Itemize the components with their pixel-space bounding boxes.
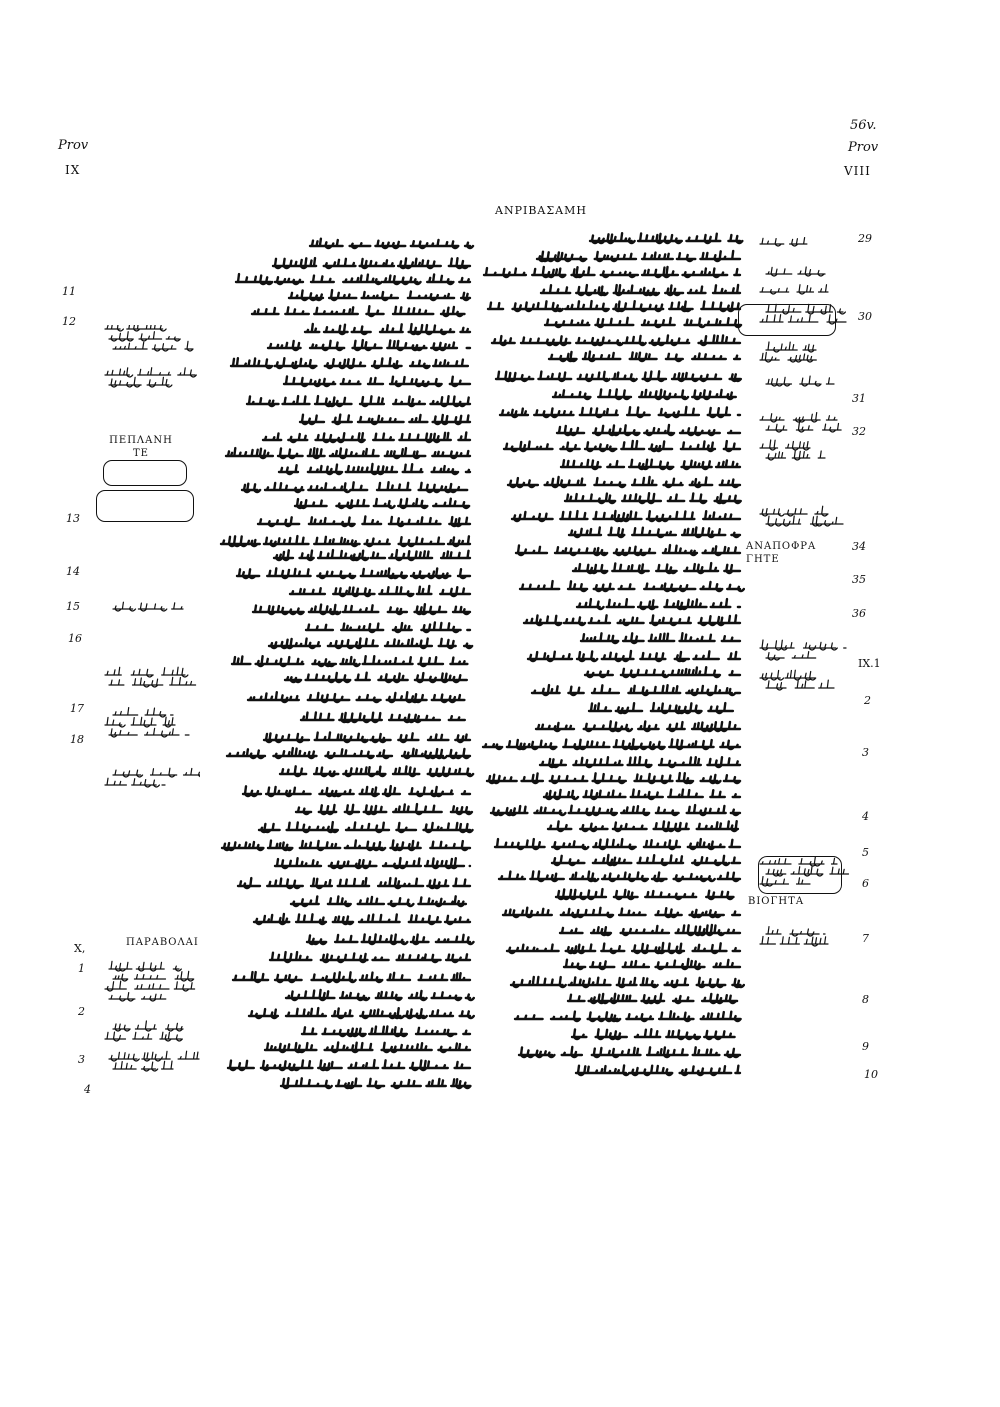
script-line — [109, 332, 180, 341]
verse-number: 8 — [862, 993, 869, 1006]
script-line — [760, 353, 816, 363]
verse-number: 2 — [864, 694, 871, 707]
script-line — [113, 708, 173, 717]
script-line — [589, 703, 733, 713]
script-line — [105, 368, 196, 377]
script-line — [295, 499, 469, 508]
script-line — [279, 464, 470, 474]
greek-margin-note: ΒΙΟΓΗΤΑ — [748, 896, 805, 907]
right-margin-annotations — [740, 230, 850, 950]
script-line — [301, 713, 465, 723]
script-line — [552, 855, 740, 865]
script-line — [585, 667, 740, 677]
verse-number: 3 — [78, 1053, 85, 1066]
script-line — [760, 506, 828, 516]
greek-margin-note: ΠΕΠΛΑΝΗ ΤΕ — [109, 435, 173, 459]
script-line — [537, 251, 740, 261]
script-line — [227, 748, 470, 758]
script-line — [483, 739, 740, 749]
script-line — [516, 545, 740, 555]
left-book-label: Prov — [58, 138, 89, 153]
script-line — [548, 821, 738, 831]
script-line — [252, 306, 465, 316]
script-line — [105, 981, 195, 991]
script-line — [590, 233, 742, 243]
script-line — [581, 633, 740, 643]
script-line — [760, 640, 846, 650]
script-line — [766, 927, 825, 936]
script-line — [515, 1011, 741, 1021]
verse-number: 1 — [78, 962, 85, 975]
script-line — [105, 325, 166, 331]
verse-number: 13 — [66, 512, 80, 525]
script-line — [565, 493, 741, 503]
script-line — [492, 335, 740, 345]
script-line — [300, 415, 470, 424]
verse-number: 34 — [852, 540, 866, 553]
verse-number: 11 — [62, 285, 76, 298]
script-line — [488, 301, 740, 311]
script-line — [503, 908, 740, 917]
script-line — [544, 790, 740, 799]
verse-number: 5 — [862, 846, 869, 859]
script-line — [766, 516, 843, 526]
script-line — [113, 602, 183, 611]
verse-number: 4 — [84, 1083, 91, 1096]
script-line — [249, 1008, 474, 1018]
script-line — [273, 258, 470, 268]
script-line — [286, 990, 474, 1000]
script-line — [264, 733, 470, 743]
script-line — [519, 1047, 740, 1057]
script-line — [221, 536, 470, 546]
script-line — [760, 670, 816, 680]
script-line — [760, 413, 837, 422]
script-line — [310, 239, 473, 248]
right-book-label: Prov — [848, 140, 879, 155]
verse-number: 9 — [862, 1040, 869, 1053]
script-line — [760, 285, 828, 294]
script-line — [766, 867, 849, 877]
script-line — [109, 677, 196, 687]
script-line — [496, 371, 741, 381]
script-line — [487, 773, 740, 783]
greek-margin-note: ΠΑΡΑΒΟΛΑΙ — [126, 937, 199, 948]
script-line — [532, 685, 740, 695]
verse-number: 17 — [70, 702, 84, 715]
script-line — [766, 376, 834, 386]
left-script-column — [195, 230, 475, 1100]
verse-number: 18 — [70, 733, 84, 746]
script-line — [568, 994, 737, 1003]
folio-number: 56v. — [850, 118, 877, 133]
verse-number: 7 — [862, 932, 869, 945]
left-chapter-label: IX — [65, 163, 81, 177]
left-margin-annotations — [95, 325, 200, 1105]
script-line — [109, 377, 172, 387]
script-line — [760, 857, 837, 866]
script-line — [541, 285, 740, 295]
script-line — [576, 1066, 740, 1076]
script-line — [495, 839, 740, 849]
script-line — [302, 1027, 470, 1037]
script-line — [766, 450, 825, 460]
script-line — [236, 274, 470, 284]
verse-number: 2 — [78, 1005, 85, 1018]
script-line — [232, 656, 467, 666]
script-line — [254, 914, 470, 924]
script-line — [766, 267, 825, 276]
script-line — [572, 1029, 735, 1039]
script-line — [561, 460, 740, 469]
script-line — [528, 651, 740, 661]
script-line — [291, 896, 466, 906]
verse-number: 15 — [66, 600, 80, 613]
script-line — [499, 872, 740, 882]
script-line — [766, 304, 845, 314]
script-line — [760, 238, 807, 246]
script-line — [760, 315, 846, 324]
script-line — [760, 440, 810, 450]
script-line — [265, 1043, 470, 1053]
script-line — [238, 878, 470, 888]
script-line — [307, 935, 474, 945]
script-line — [109, 1051, 199, 1061]
script-line — [508, 477, 740, 487]
script-line — [305, 324, 470, 334]
script-line — [274, 550, 470, 560]
script-line — [766, 652, 816, 660]
verse-number: 4 — [862, 810, 869, 823]
script-line — [270, 952, 470, 962]
greek-heading: ΑΝΡΙΒΑΣΑΜΗ — [495, 204, 587, 217]
script-line — [242, 482, 467, 492]
script-line — [511, 977, 744, 987]
verse-number: 30 — [858, 310, 872, 323]
script-line — [557, 425, 740, 435]
script-line — [549, 352, 740, 361]
verse-number: 36 — [852, 607, 866, 620]
script-line — [113, 768, 200, 777]
script-line — [760, 937, 828, 947]
script-line — [564, 959, 740, 969]
script-line — [237, 568, 470, 578]
script-line — [268, 340, 470, 350]
verse-number: 32 — [852, 425, 866, 438]
script-line — [105, 717, 175, 727]
script-line — [577, 599, 740, 609]
script-line — [569, 528, 740, 538]
script-line — [105, 778, 165, 787]
script-line — [231, 358, 468, 368]
script-line — [105, 667, 188, 677]
script-line — [259, 822, 473, 832]
script-line — [766, 342, 816, 352]
script-line — [233, 972, 470, 982]
script-line — [253, 604, 470, 614]
script-line — [243, 786, 470, 796]
script-line — [573, 563, 740, 573]
verse-number: 16 — [68, 632, 82, 645]
script-line — [222, 840, 470, 850]
script-line — [281, 1078, 470, 1088]
script-line — [540, 757, 740, 767]
script-line — [275, 858, 470, 868]
script-line — [109, 961, 181, 971]
script-line — [105, 1032, 182, 1041]
script-line — [296, 804, 472, 814]
script-line — [228, 1060, 470, 1070]
script-line — [113, 341, 193, 351]
script-line — [269, 639, 472, 649]
script-line — [280, 766, 473, 776]
verse-number: 6 — [862, 877, 869, 890]
script-line — [290, 586, 470, 596]
verse-number: 14 — [66, 565, 80, 578]
script-line — [553, 389, 736, 399]
script-line — [247, 396, 470, 406]
script-line — [226, 448, 470, 458]
script-line — [766, 423, 850, 433]
verse-number: 31 — [852, 392, 866, 405]
greek-margin-note: ΑΝΑΠΟΦΡΑ ΓΗΤΕ — [746, 541, 817, 565]
script-line — [512, 511, 740, 521]
script-line — [507, 943, 740, 953]
verse-number: 35 — [852, 573, 866, 586]
chapter-number: X, — [74, 942, 86, 955]
script-line — [284, 377, 470, 387]
script-line — [285, 673, 467, 682]
verse-number: 10 — [864, 1068, 878, 1081]
script-line — [491, 805, 740, 815]
script-line — [263, 433, 470, 443]
script-line — [524, 615, 740, 625]
script-line — [504, 441, 740, 451]
script-line — [248, 692, 464, 702]
script-line — [109, 993, 166, 1001]
script-line — [500, 407, 740, 417]
script-line — [113, 1021, 183, 1031]
verse-number: 29 — [858, 232, 872, 245]
script-line — [113, 1061, 173, 1071]
verse-number: 3 — [862, 746, 869, 759]
script-line — [289, 290, 470, 300]
chapter-number: IX.1 — [858, 657, 881, 670]
verse-number: 12 — [62, 315, 76, 328]
script-line — [536, 721, 740, 731]
script-line — [109, 728, 189, 737]
script-line — [766, 680, 834, 690]
right-script-column — [480, 225, 745, 1095]
script-line — [556, 889, 734, 899]
script-line — [484, 267, 740, 277]
script-line — [545, 318, 741, 327]
script-line — [258, 517, 470, 527]
script-line — [560, 925, 740, 935]
script-line — [520, 581, 744, 591]
script-line — [306, 623, 470, 633]
right-chapter-label: VIII — [844, 164, 871, 178]
script-line — [760, 877, 810, 886]
script-line — [113, 971, 194, 981]
